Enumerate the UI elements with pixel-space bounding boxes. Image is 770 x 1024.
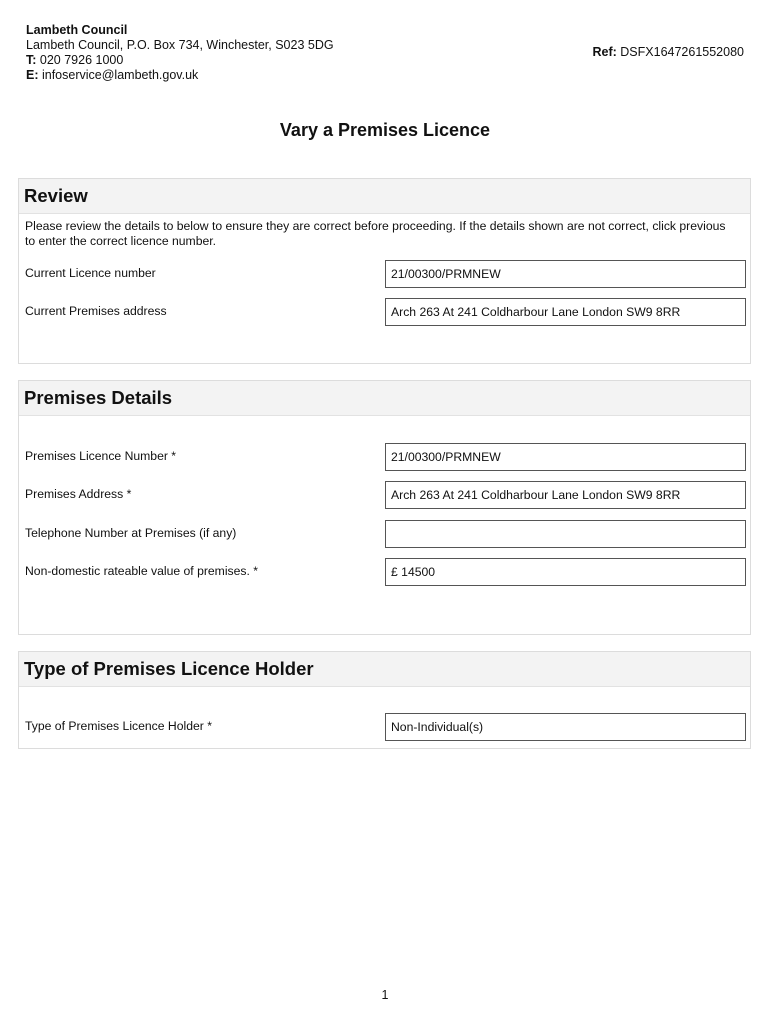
premises-licence-number-label: Premises Licence Number *: [25, 449, 177, 463]
premises-address-field[interactable]: Arch 263 At 241 Coldharbour Lane London SW9 8RR: [385, 481, 746, 509]
current-premises-address-row: [19, 298, 750, 326]
premises-address-label: Premises Address *: [25, 487, 132, 501]
phone-label: T:: [26, 53, 37, 67]
council-address: Lambeth Council, P.O. Box 734, Winchester, S023 5DG: [26, 38, 334, 52]
premises-telephone-row: [19, 520, 750, 548]
council-email: infoservice@lambeth.gov.uk: [41, 68, 199, 82]
premises-licence-number-row: [19, 443, 750, 471]
rateable-value-row: [19, 558, 750, 586]
council-name: Lambeth Council: [26, 23, 128, 37]
premises-telephone-label: Telephone Number at Premises (if any): [25, 526, 237, 540]
email-label: E:: [26, 68, 39, 82]
licence-holder-type-row: [19, 713, 750, 741]
premises-telephone-field[interactable]: [385, 520, 746, 548]
rateable-value-field[interactable]: £ 14500: [385, 558, 746, 586]
council-email-line: [26, 68, 334, 83]
current-licence-number-label: Current Licence number: [25, 266, 156, 280]
reference-line: [592, 45, 744, 59]
council-phone-line: [26, 53, 334, 68]
current-licence-number-field[interactable]: 21/00300/PRMNEW: [385, 260, 746, 288]
premises-licence-number-field[interactable]: 21/00300/PRMNEW: [385, 443, 746, 471]
document-title: Vary a Premises Licence: [279, 120, 491, 140]
council-contact-block: [26, 23, 334, 83]
council-phone: 020 7926 1000: [39, 53, 124, 67]
rateable-value-label: Non-domestic rateable value of premises. *: [25, 564, 259, 578]
premises-address-row: [19, 481, 750, 509]
licence-holder-type-field[interactable]: Non-Individual(s): [385, 713, 746, 741]
reference-number: DSFX1647261552080: [620, 45, 744, 59]
review-intro-text: Please review the details to below to ensure they are correct before proceeding. If the details shown are not correct, click previous to enter the correct licence number.: [25, 219, 726, 248]
licence-holder-type-label: Type of Premises Licence Holder *: [25, 719, 212, 733]
current-premises-address-label: Current Premises address: [25, 304, 167, 318]
ref-label: Ref:: [592, 45, 617, 59]
page-number: 1: [381, 988, 389, 1002]
current-licence-number-row: [19, 260, 750, 288]
licence-holder-heading: Type of Premises Licence Holder: [19, 652, 750, 687]
licence-holder-section: [18, 651, 751, 749]
current-premises-address-field[interactable]: Arch 263 At 241 Coldharbour Lane London SW9 8RR: [385, 298, 746, 326]
review-section: [18, 178, 751, 364]
premises-details-section: [18, 380, 751, 635]
review-heading: Review: [19, 179, 750, 214]
premises-details-heading: Premises Details: [19, 381, 750, 416]
